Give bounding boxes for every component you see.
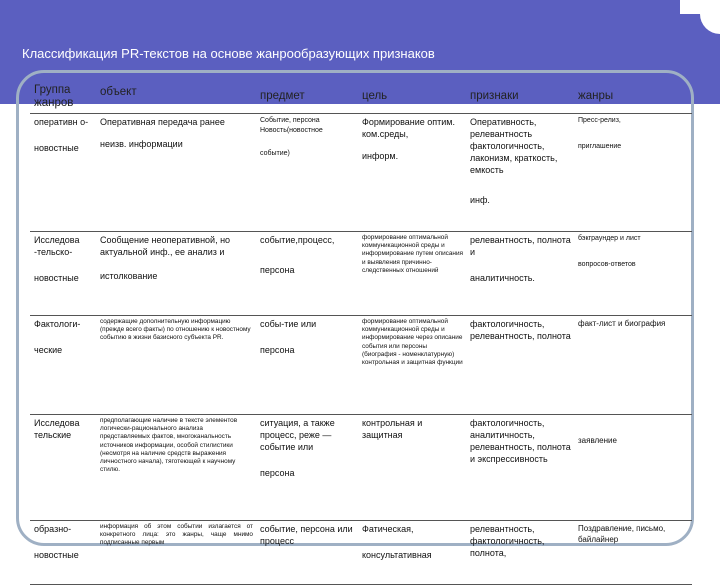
goal-line-1: Формирование оптим. ком.среды, — [362, 117, 455, 139]
object-line-1: Сообщение неоперативной, но актуальной инф., ее анализ и — [100, 235, 231, 257]
cell-subject — [256, 114, 358, 232]
cell-features: релевантность, фактологичность, полнота, — [466, 521, 574, 585]
header-genres: жанры — [574, 84, 692, 114]
goal-line-2: консультативная — [362, 550, 432, 560]
goal-line-1: Фатическая, — [362, 524, 414, 534]
cell-subject: событие, персона или процесс — [256, 521, 358, 585]
genres-line-1: бэкграундер и лист — [578, 235, 641, 242]
cell-goal — [358, 521, 466, 585]
object-line-2: истолкование — [100, 271, 158, 281]
cell-group — [30, 114, 96, 232]
cell-goal: контрольная и защитная — [358, 415, 466, 521]
genre-classification-table — [30, 84, 692, 585]
cell-features — [466, 114, 574, 232]
cell-genres — [574, 114, 692, 232]
cell-group — [30, 521, 96, 585]
group-line-1: образно- — [34, 524, 72, 534]
cell-object — [96, 232, 256, 316]
cell-group: Исследова тельские — [30, 415, 96, 521]
cell-object: содержащие дополнительную информацию (прежде всего факты) по отношению к новостному событию в жизни базисного субъекта PR. — [96, 316, 256, 415]
subject-line-1: ситуация, а также процесс, реже — событие или — [260, 418, 335, 452]
genres-line-1: Пресс-релиз, — [578, 117, 621, 124]
object-line-1: Оперативная передача ранее — [100, 117, 225, 127]
group-line-2: новостные — [34, 273, 79, 283]
cell-object: информация об этом событии излагается от конкретного лица: это жанры, чаще мнимо подписанные первым — [96, 521, 256, 585]
cell-genres: факт-лист и биография — [574, 316, 692, 415]
header-subject: предмет — [256, 84, 358, 114]
subject-line-2: персона — [260, 468, 295, 478]
cell-subject — [256, 232, 358, 316]
group-line-1: Исследова -тельско- — [34, 235, 80, 257]
header-group: Группа жанров — [30, 84, 96, 114]
object-line-2: неизв. информации — [100, 139, 183, 149]
cell-features — [466, 232, 574, 316]
cell-object — [96, 114, 256, 232]
cell-goal: формирование оптимальной коммуникационной среды и информирование через описание события или персоны (биография - номенклатурную) контрольная и защитная функции — [358, 316, 466, 415]
subject-line-1: собы-тие или — [260, 319, 317, 329]
features-line-1: релевантность, полнота и — [470, 235, 571, 257]
cell-features: фактологичность, аналитичность, релевантность, полнота и экспрессивность — [466, 415, 574, 521]
cell-subject — [256, 316, 358, 415]
group-line-1: оперативн о- — [34, 117, 89, 127]
genres-line-2: приглашение — [578, 142, 622, 150]
cell-group — [30, 316, 96, 415]
header-goal: цель — [358, 84, 466, 114]
subject-line-2: персона — [260, 265, 295, 275]
group-line-1: Фактологи- — [34, 319, 81, 329]
subject-line-2: событие) — [260, 150, 290, 157]
features-line-1: Оперативность, релевантность фактологичность, лаконизм, краткость, емкость — [470, 117, 558, 175]
cell-group — [30, 232, 96, 316]
group-line-2: новостные — [34, 550, 79, 560]
table-row — [30, 316, 692, 415]
cell-genres: заявление — [574, 415, 692, 521]
features-line-2: инф. — [470, 195, 490, 205]
cell-object: предполагающие наличие в тексте элементов логически-рационального анализа представляемых фактов, многоканальность источников информации, особой стилистики (несмотря на наличие средств выражения личностного начала), тяготеющей к научному стилю. — [96, 415, 256, 521]
header-features: признаки — [466, 84, 574, 114]
subject-line-1: Событие, персона Новость(новостное — [260, 117, 323, 134]
subject-line-1: событие,процесс, — [260, 235, 335, 245]
table-row — [30, 521, 692, 585]
cell-goal — [358, 114, 466, 232]
goal-line-2: информ. — [362, 151, 399, 161]
cell-features: фактологичность, релевантность, полнота — [466, 316, 574, 415]
cell-goal: формирование оптимальной коммуникационной среды и информирование путем описания и выявления причинно-следственных отношений — [358, 232, 466, 316]
corner-decoration — [680, 0, 720, 14]
cell-genres: Поздравление, письмо, байлайнер — [574, 521, 692, 585]
genres-line-2: вопросов-ответов — [578, 260, 636, 268]
subject-line-2: персона — [260, 345, 295, 355]
table-row — [30, 415, 692, 521]
group-line-2: ческие — [34, 345, 63, 355]
group-line-2: новостные — [34, 143, 79, 153]
features-line-2: аналитичность. — [470, 273, 535, 283]
cell-subject — [256, 415, 358, 521]
cell-genres — [574, 232, 692, 316]
table-row — [30, 232, 692, 316]
slide-title: Классификация PR-текстов на основе жанрообразующих признаков — [22, 46, 435, 61]
header-object: объект — [96, 84, 256, 114]
table-header-row — [30, 84, 692, 114]
table-row — [30, 114, 692, 232]
